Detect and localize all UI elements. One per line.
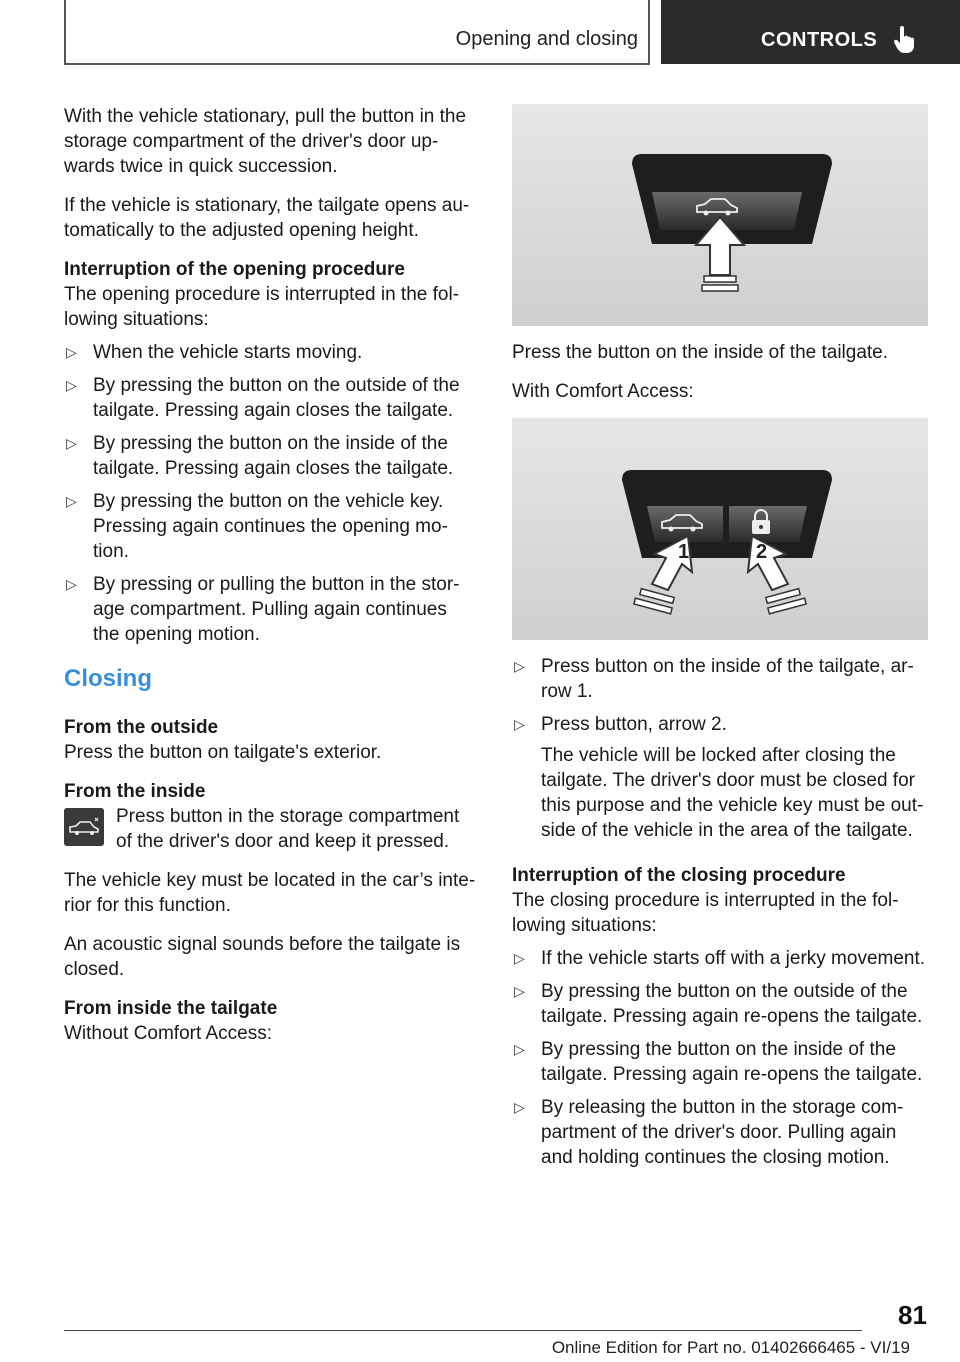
paragraph: Press the button on the inside of the tailgate. bbox=[512, 342, 889, 363]
list-item: ▷ Press button, arrow 2. The vehicle will be locked after closing the tailgate. The driver's door must be closed for this purpose and the vehicle key must be outside of the vehicle in the area of the tailgate. bbox=[512, 712, 928, 843]
opening-interrupt-list bbox=[64, 340, 476, 647]
list-item: ▷ By pressing the button on the inside of the tailgate. Pressing again re-opens the tailgate. bbox=[514, 1039, 923, 1085]
figure-tailgate-button bbox=[512, 104, 928, 326]
list-item: ▷ If the vehicle starts off with a jerky movement. bbox=[514, 948, 926, 969]
paragraph: The opening procedure is interrupted in the following situations: bbox=[64, 284, 460, 330]
left-column bbox=[64, 104, 476, 1060]
list-item: ▷ By pressing the button on the outside of the tailgate. Pressing again closes the tailgate. bbox=[66, 375, 460, 421]
paragraph: The vehicle will be locked after closing the tailgate. The driver's door must be closed for this purpose and the vehicle key must be outside of the vehicle in the area of the tailgate. bbox=[541, 745, 924, 841]
bullet-triangle-icon: ▷ bbox=[514, 1099, 525, 1115]
right-column bbox=[512, 104, 928, 1184]
subheading-from-inside-tailgate: From inside the tailgate bbox=[64, 998, 278, 1019]
section-heading-closing: Closing bbox=[64, 665, 152, 692]
tailgate-car-icon bbox=[64, 808, 104, 846]
bullet-triangle-icon: ▷ bbox=[66, 493, 77, 509]
subheading-from-inside: From the inside bbox=[64, 781, 206, 802]
list-item: ▷ By releasing the button in the storage compartment of the driver's door. Pulling again and holding continues the closing motion. bbox=[514, 1097, 904, 1168]
arrow-label-2: 2 bbox=[756, 541, 768, 563]
closing-interrupt-list bbox=[512, 946, 928, 1170]
subheading-interrupt-closing: Interruption of the closing procedure bbox=[512, 865, 846, 886]
pointing-hand-icon bbox=[893, 26, 917, 54]
subheading-interrupt-opening: Interruption of the opening procedure bbox=[64, 259, 405, 280]
header-left-rule bbox=[64, 0, 66, 64]
tailgate-button-illustration bbox=[512, 104, 928, 326]
header-chapter-label: CONTROLS bbox=[761, 29, 878, 51]
comfort-buttons-illustration bbox=[512, 418, 928, 640]
paragraph: With the vehicle stationary, pull the button in the storage compartment of the driver's door upwards twice in quick succession. bbox=[64, 106, 467, 177]
comfort-access-list bbox=[512, 654, 928, 843]
bullet-triangle-icon: ▷ bbox=[514, 950, 525, 966]
paragraph: An acoustic signal sounds before the tailgate is closed. bbox=[64, 934, 461, 980]
list-item: ▷ By pressing the button on the outside of the tailgate. Pressing again re-opens the tailgate. bbox=[514, 981, 923, 1027]
header-section-title: Opening and closing bbox=[455, 28, 638, 50]
paragraph: With Comfort Access: bbox=[512, 381, 694, 402]
list-item: ▷ Press button on the inside of the tailgate, arrow 1. bbox=[514, 656, 914, 702]
bullet-triangle-icon: ▷ bbox=[514, 1041, 525, 1057]
list-item: ▷ By pressing the button on the inside of the tailgate. Pressing again closes the tailgate. bbox=[66, 433, 454, 479]
bullet-triangle-icon: ▷ bbox=[66, 377, 77, 393]
header-divider bbox=[648, 0, 650, 64]
bullet-triangle-icon: ▷ bbox=[66, 576, 77, 592]
paragraph: Press the button on tailgate's exterior. bbox=[64, 742, 382, 763]
bullet-triangle-icon: ▷ bbox=[514, 658, 525, 674]
bullet-triangle-icon: ▷ bbox=[514, 716, 525, 732]
list-item: ▷ When the vehicle starts moving. bbox=[66, 342, 363, 363]
footer-edition: Online Edition for Part no. 01402666465 - VI/19 bbox=[551, 1338, 910, 1357]
inline-icon-paragraph bbox=[64, 804, 476, 854]
page-number: 81 bbox=[898, 1300, 927, 1330]
paragraph: Press button in the storage compartment of the driver's door and keep it pressed. bbox=[116, 806, 460, 852]
arrow-label-1: 1 bbox=[678, 541, 690, 563]
footer-rule bbox=[64, 1330, 862, 1331]
paragraph: The closing procedure is interrupted in the following situations: bbox=[512, 890, 899, 936]
paragraph: Without Comfort Access: bbox=[64, 1023, 273, 1044]
figure-comfort-access-buttons bbox=[512, 418, 928, 640]
subheading-from-outside: From the outside bbox=[64, 717, 219, 738]
bullet-triangle-icon: ▷ bbox=[66, 435, 77, 451]
bullet-triangle-icon: ▷ bbox=[66, 344, 77, 360]
header-bottom-rule bbox=[64, 63, 650, 65]
list-item: ▷ By pressing the button on the vehicle key. Pressing again continues the opening motion. bbox=[66, 491, 448, 562]
list-item: ▷ By pressing or pulling the button in the storage compartment. Pulling again continues the opening motion. bbox=[66, 574, 460, 645]
header-chapter-tab[interactable] bbox=[661, 0, 960, 64]
paragraph: If the vehicle is stationary, the tailgate opens automatically to the adjusted opening height. bbox=[64, 195, 470, 241]
bullet-triangle-icon: ▷ bbox=[514, 983, 525, 999]
paragraph: The vehicle key must be located in the car’s interior for this function. bbox=[64, 870, 476, 916]
